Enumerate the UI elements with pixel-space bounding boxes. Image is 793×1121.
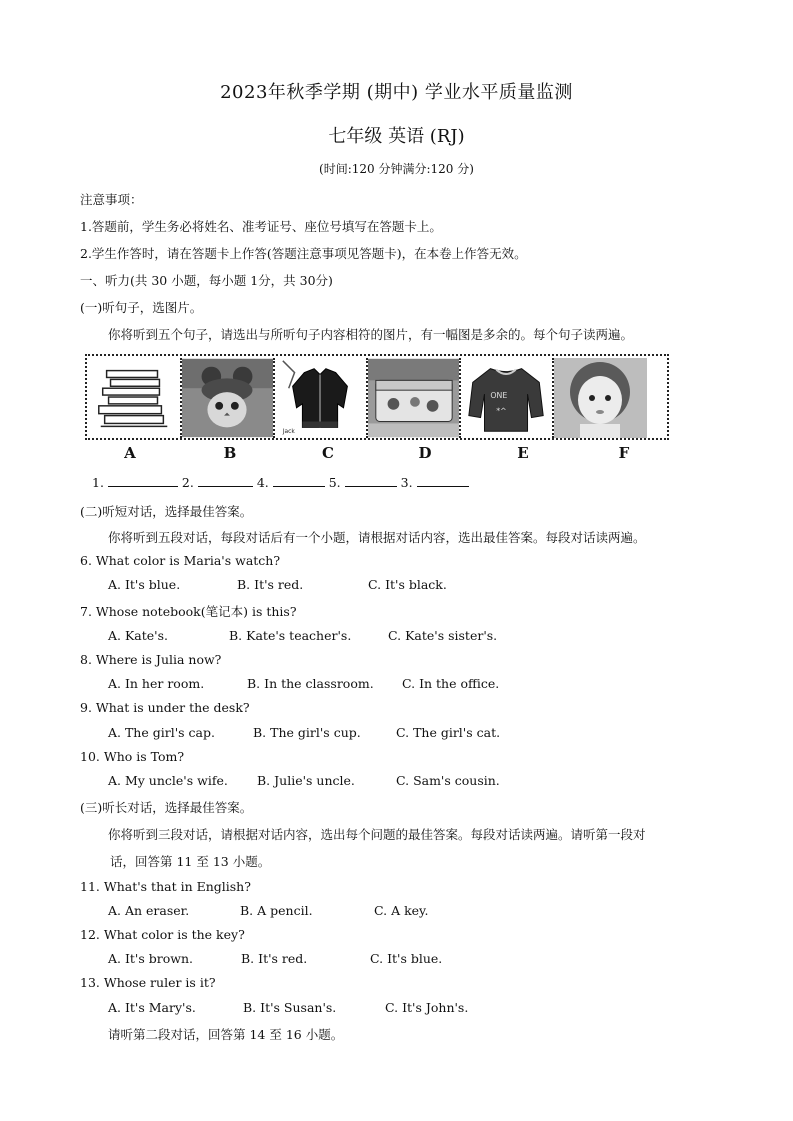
option-9a[interactable]: A. The girl's cap. (108, 725, 215, 740)
sec1-instruction: 你将听到五个句子，请选出与所听句子内容相符的图片，有一幅图是多余的。每个句子读两遍。 (108, 327, 634, 342)
option-13b[interactable]: B. It's Susan's. (243, 1000, 337, 1015)
blank-label-1: 1. (92, 475, 104, 490)
option-8b[interactable]: B. In the classroom. (247, 676, 374, 691)
option-9c[interactable]: C. The girl's cat. (396, 725, 501, 740)
option-7a[interactable]: A. Kate's. (108, 628, 169, 643)
option-10c[interactable]: C. Sam's cousin. (396, 773, 500, 788)
sec3-instruction-line2: 话，回答第 11 至 13 小题。 (110, 854, 271, 869)
svg-text:Jack: Jack (282, 429, 295, 436)
option-8a[interactable]: A. In her room. (108, 676, 205, 691)
jacket-icon (275, 358, 368, 438)
answer-blanks (92, 474, 469, 490)
svg-text:*^: *^ (496, 406, 507, 416)
answer-blank-4[interactable] (273, 474, 325, 487)
question-6: 6. What color is Maria's watch? (80, 553, 281, 568)
notes-heading: 注意事项： (80, 192, 143, 207)
option-7c[interactable]: C. Kate's sister's. (388, 628, 498, 643)
answer-blank-2[interactable] (198, 474, 253, 487)
option-6c[interactable]: C. It's black. (368, 577, 447, 592)
part1-heading: 一、听力(共 30 小题，每小题 1分，共 30分) (80, 273, 333, 288)
pencil-box-icon (368, 358, 461, 438)
option-11a[interactable]: A. An eraser. (108, 903, 190, 918)
option-10a[interactable]: A. My uncle's wife. (108, 773, 228, 788)
option-11b[interactable]: B. A pencil. (240, 903, 313, 918)
option-6b[interactable]: B. It's red. (237, 577, 304, 592)
blank-label-5: 5. (328, 475, 341, 490)
question-7: 7. Whose notebook(笔记本) is this? (80, 604, 297, 619)
question-13: 13. Whose ruler is it? (80, 975, 216, 990)
picture-label-a: A (124, 444, 136, 462)
sec3-heading: (三)听长对话，选择最佳答案。 (80, 800, 253, 815)
option-12a[interactable]: A. It's brown. (108, 951, 193, 966)
option-12b[interactable]: B. It's red. (241, 951, 308, 966)
blank-label-3: 3. (400, 475, 413, 490)
option-7b[interactable]: B. Kate's teacher's. (229, 628, 352, 643)
svg-text:ONE: ONE (490, 391, 508, 400)
sec3-instruction-line1: 你将听到三段对话，请根据对话内容，选出每个问题的最佳答案。每段对话读两遍。请听第一段对 (108, 827, 646, 842)
picture-label-b: B (223, 444, 237, 462)
option-11c[interactable]: C. A key. (374, 903, 429, 918)
picture-label-d: D (418, 444, 432, 462)
question-9: 9. What is under the desk? (80, 700, 250, 715)
question-11: 11. What's that in English? (80, 879, 251, 894)
blank-label-4: 4. (256, 475, 269, 490)
exam-subtitle: 七年级 英语 (RJ) (328, 126, 465, 147)
picture-label-f: F (618, 444, 630, 462)
picture-label-c: C (322, 444, 334, 462)
option-13c[interactable]: C. It's John's. (385, 1000, 469, 1015)
sec3-next-instruction: 请听第二段对话，回答第 14 至 16 小题。 (108, 1027, 344, 1042)
option-8c[interactable]: C. In the office. (402, 676, 500, 691)
question-8: 8. Where is Julia now? (80, 652, 222, 667)
sec1-heading: (一)听句子，选图片。 (80, 300, 203, 315)
girl-photo-icon (554, 358, 647, 438)
note-item-1: 1.答题前，学生务必将姓名、准考证号、座位号填写在答题卡上。 (80, 219, 442, 234)
note-item-2: 2.学生作答时，请在答题卡上作答(答题注意事项见答题卡)，在本卷上作答无效。 (80, 246, 527, 261)
exam-title: 2023年秋季学期 (期中) 学业水平质量监测 (220, 82, 573, 103)
books-stack-icon (89, 358, 182, 438)
option-6a[interactable]: A. It's blue. (108, 577, 181, 592)
sec2-heading: (二)听短对话，选择最佳答案。 (80, 504, 253, 519)
sweater-icon (461, 358, 554, 438)
option-9b[interactable]: B. The girl's cup. (253, 725, 361, 740)
sec2-instruction: 你将听到五段对话，每段对话后有一个小题，请根据对话内容，选出最佳答案。每段对话读两遍。 (108, 530, 646, 545)
answer-blank-3[interactable] (417, 474, 469, 487)
answer-blank-1[interactable] (108, 474, 178, 487)
question-12: 12. What color is the key? (80, 927, 245, 942)
picture-strip (85, 354, 669, 440)
option-10b[interactable]: B. Julie's uncle. (257, 773, 355, 788)
blank-label-2: 2. (181, 475, 194, 490)
time-info: (时间:120 分钟满分:120 分) (319, 162, 474, 176)
option-13a[interactable]: A. It's Mary's. (108, 1000, 196, 1015)
question-10: 10. Who is Tom? (80, 749, 185, 764)
cat-photo-icon (182, 358, 275, 438)
answer-blank-5[interactable] (345, 474, 397, 487)
option-12c[interactable]: C. It's blue. (370, 951, 443, 966)
picture-label-e: E (517, 444, 529, 462)
